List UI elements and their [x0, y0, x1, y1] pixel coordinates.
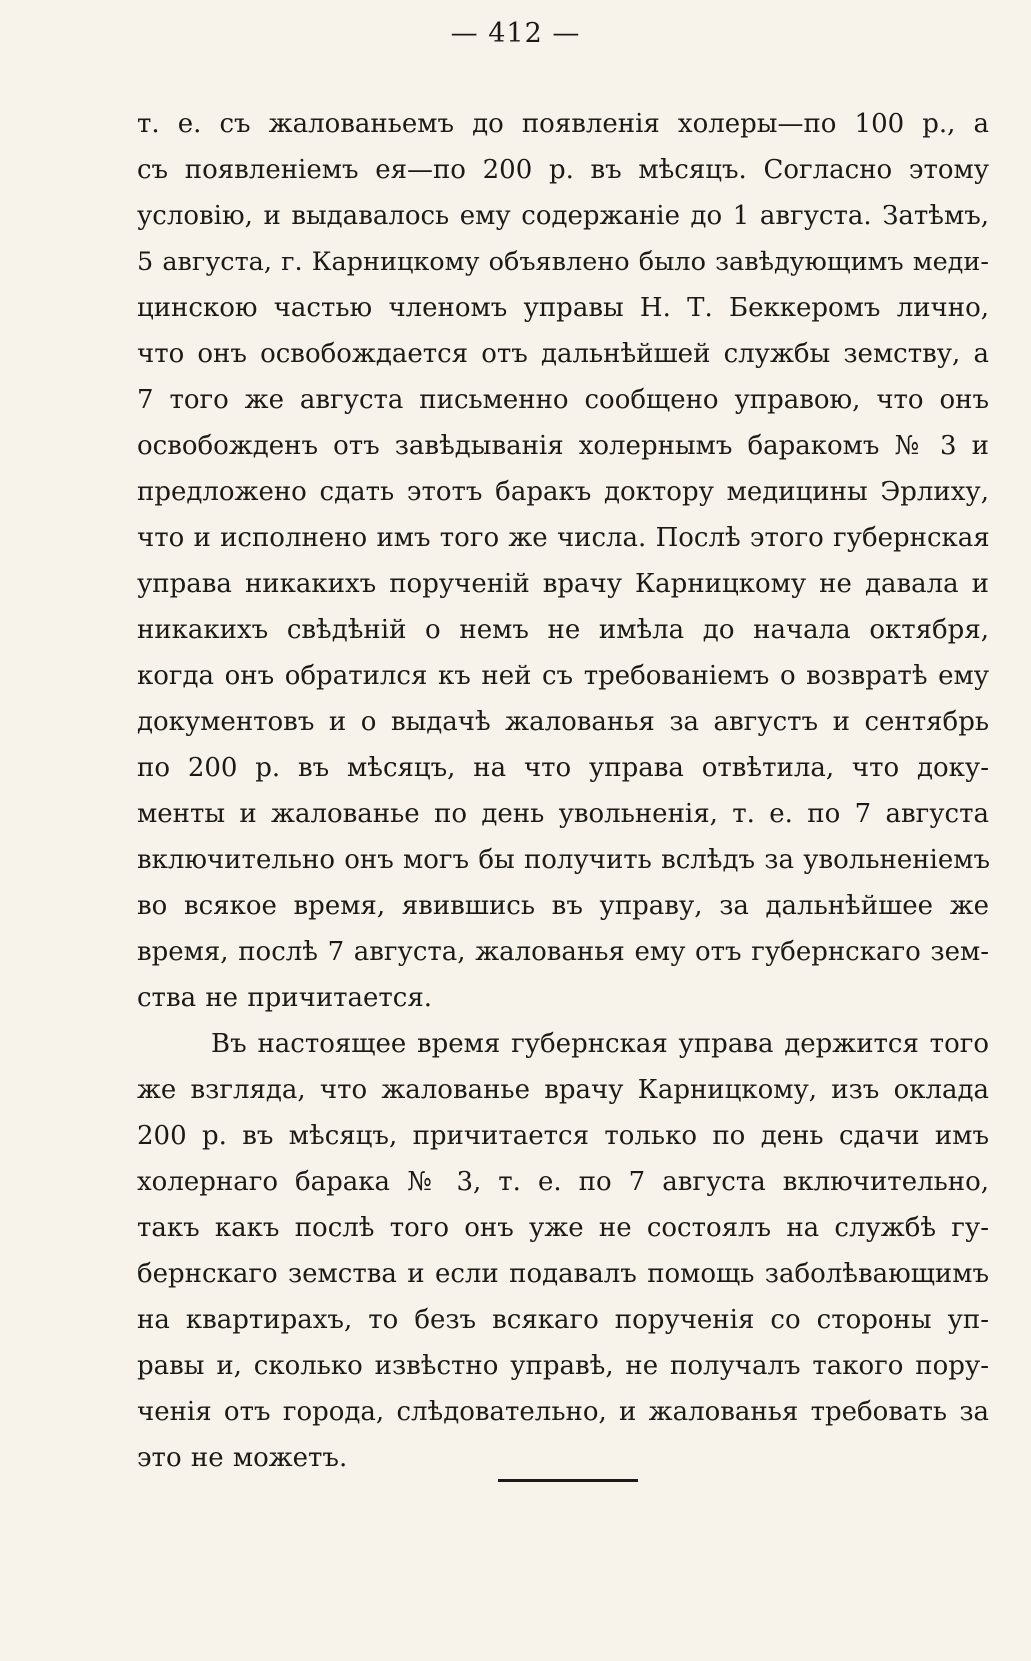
text-line: 200 р. въ мѣсяцъ, причитается только по день сдачи имъ [137, 1121, 989, 1151]
text-line: 5 августа, г. Карницкому объявлено было завѣдующимъ меди- [137, 247, 989, 277]
text-line: ства не причитается. [137, 983, 433, 1013]
text-line: же взгляда, что жалованье врачу Карницкому, изъ оклада [137, 1075, 989, 1105]
paragraph-2 [137, 1021, 989, 1481]
text-line: включительно онъ могъ бы получить вслѣдъ за увольненіемъ [137, 845, 991, 875]
text-line: на квартирахъ, то безъ всякаго порученія со стороны уп- [137, 1305, 989, 1335]
text-line: равы и, сколько извѣстно управѣ, не получалъ такого пору- [137, 1351, 989, 1381]
text-line: цинскою частью членомъ управы Н. Т. Беккеромъ лично, [137, 293, 989, 323]
text-line: по 200 р. въ мѣсяцъ, на что управа отвѣтила, что доку- [137, 753, 989, 783]
text-line: 7 того же августа письменно сообщено управою, что онъ [137, 385, 989, 415]
text-line: что и исполнено имъ того же числа. Послѣ этого губернская [137, 523, 990, 553]
text-line: что онъ освобождается отъ дальнѣйшей службы земству, а [137, 339, 989, 369]
text-line: предложено сдать этотъ баракъ доктору медицины Эрлиху, [137, 477, 989, 507]
page-number: — 412 — [450, 18, 581, 49]
text-line: холернаго барака № 3, т. е. по 7 августа включительно, [137, 1167, 989, 1197]
text-line: управа никакихъ порученій врачу Карницкому не давала и [137, 569, 989, 599]
text-line: когда онъ обратился къ ней съ требованіемъ о возвратѣ ему [137, 661, 989, 691]
text-line: это не можетъ. [137, 1443, 348, 1473]
end-rule [498, 1479, 638, 1482]
text-line: съ появленіемъ ея—по 200 р. въ мѣсяцъ. Согласно этому [137, 155, 989, 185]
text-line: условію, и выдавалось ему содержаніе до 1 августа. Затѣмъ, [137, 201, 989, 231]
text-line: освобожденъ отъ завѣдыванія холернымъ баракомъ № 3 и [137, 431, 989, 461]
text-line: т. е. съ жалованьемъ до появленія холеры—по 100 р., а [137, 109, 989, 139]
text-line: менты и жалованье по день увольненія, т. е. по 7 августа [137, 799, 989, 829]
text-line: время, послѣ 7 августа, жалованья ему отъ губернскаго зем- [137, 937, 989, 967]
text-line: такъ какъ послѣ того онъ уже не состоялъ на службѣ гу- [137, 1213, 989, 1243]
text-line: ченія отъ города, слѣдовательно, и жалованья требовать за [137, 1397, 989, 1427]
text-line: Въ настоящее время губернская управа держится того [211, 1029, 989, 1059]
body-text [137, 101, 989, 1481]
paragraph-1 [137, 101, 989, 1021]
text-line: документовъ и о выдачѣ жалованья за августъ и сентябрь [137, 707, 989, 737]
text-line: никакихъ свѣдѣній о немъ не имѣла до начала октября, [137, 615, 989, 645]
text-line: бернскаго земства и если подавалъ помощь заболѣвающимъ [137, 1259, 989, 1289]
text-line: во всякое время, явившись въ управу, за дальнѣйшее же [137, 891, 989, 921]
